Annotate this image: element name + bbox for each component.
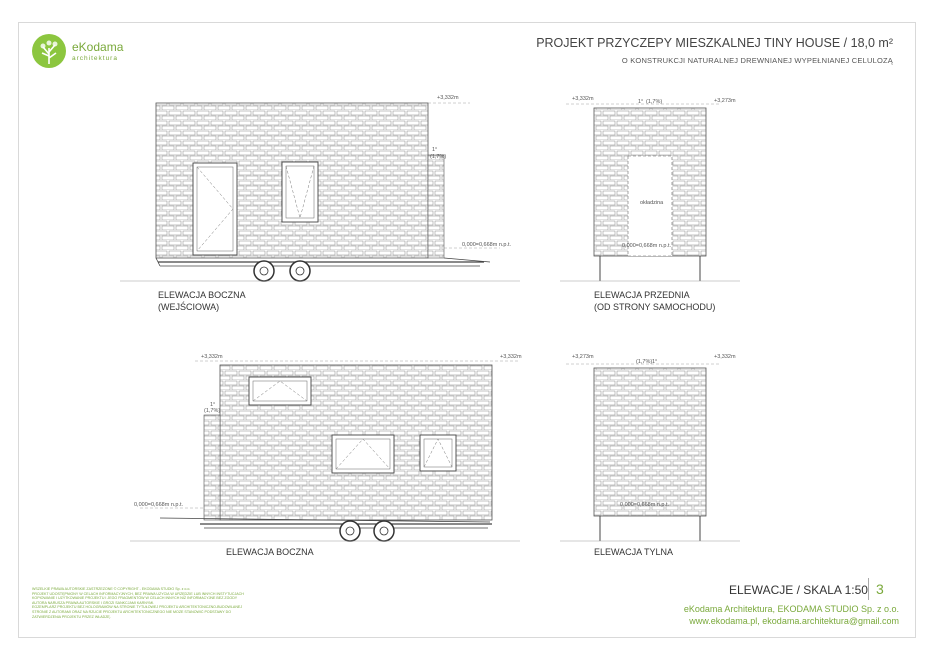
project-subtitle: O KONSTRUKCJI NATURALNEJ DREWNIANEJ WYPEŁNIANEJ CELULOZĄ	[621, 56, 893, 65]
height-label: +3,332m	[437, 95, 459, 101]
caption-side	[226, 546, 314, 558]
hitch-cover-area	[628, 156, 672, 256]
company-name: eKodama Architektura, EKODAMA STUDIO Sp. z o.o.	[683, 604, 899, 614]
legal-line: ZATWIERDZENIA PROJEKTU PRZEZ WŁADZĘ.	[32, 614, 111, 619]
elevation-side	[130, 354, 522, 541]
copyright-notice	[32, 587, 332, 619]
legal-line: EGZEMPLARZ PROJEKTU BEZ HOLOGRAMÓW NA STRONIE TYTUŁOWEJ PROJEKTU ARCHITEKTONICZNO-BUDOWLANEJ	[32, 605, 243, 610]
cladding-label: okładzina	[640, 200, 664, 206]
contact-info: www.ekodama.pl, ekodama.architektura@gmail.com	[689, 616, 899, 626]
logo-name: eKodama	[72, 40, 124, 54]
height-label: +3,273m	[714, 98, 736, 104]
sheet-divider	[868, 578, 869, 600]
height-label: +3,332m	[714, 354, 736, 360]
caption-line: (WEJŚCIOWA)	[158, 302, 220, 312]
sheet-number: 3	[876, 581, 884, 597]
slope-label: 1°	[638, 99, 644, 105]
height-label: +3,332m	[201, 354, 223, 360]
logo-subtitle: architektura	[72, 55, 118, 62]
legal-line: KOPIOWANIE I UŻYTKOWANIE PROJEKTU I JEGO FRAGMENTÓW W CELACH INNYCH NIŻ INFORMACYJNE BEZ ZGODY	[32, 596, 238, 601]
caption-line: ELEWACJA BOCZNA	[158, 290, 246, 300]
caption-side-entrance	[158, 289, 246, 313]
caption-rear	[594, 546, 673, 558]
caption-front	[594, 289, 715, 313]
slope-percent-label: (1,7%)	[430, 154, 447, 160]
base-level-label: 0,000=0,668m n.p.t.	[622, 243, 672, 249]
elevation-side-entrance	[120, 95, 520, 281]
slope-label: 1°	[210, 402, 216, 408]
small-window	[420, 435, 456, 471]
caption-line: ELEWACJA PRZEDNIA	[594, 290, 690, 300]
base-level-label: 0,000=0,668m n.p.t.	[462, 242, 512, 248]
project-title: PROJEKT PRZYCZEPY MIESZKALNEJ TINY HOUSE / 18,0 m²	[536, 36, 893, 50]
slope-label: 1°	[432, 147, 438, 153]
legal-line: AUTORA NARUSZA PRAWA AUTORSKIE I GROZI SANKCJAMI KARNYMI.	[32, 600, 155, 605]
legal-line: STRONIE Z AUTORAMI ORAZ NA RZUCIE PROJEKTU ARCHITEKTONICZNEGO NIE MOŻE STANOWIĆ PODSTAWY DO	[32, 609, 232, 614]
sheet-title: ELEWACJE / SKALA 1:50	[729, 583, 868, 597]
base-level-label: 0,000=0,668m n.p.t.	[620, 502, 670, 508]
caption-line: ELEWACJA BOCZNA	[226, 547, 314, 557]
height-label: +3,332m	[500, 354, 522, 360]
slope-percent-label: (1,7%)	[636, 359, 653, 365]
slope-label: 1°	[652, 359, 658, 365]
slope-percent-label: (1,7%)	[646, 99, 663, 105]
legal-line: PROJEKT UDOSTĘPNIONY W CELACH INFORMACYJNYCH, BEZ PRAWA UŻYCIA W URZĘDZIE LUB INNYCH INSTYTUCJACH	[32, 591, 244, 596]
caption-line: ELEWACJA TYLNA	[594, 547, 674, 557]
elevation-front	[560, 96, 740, 281]
caption-line: (OD STRONY SAMOCHODU)	[594, 302, 716, 312]
entrance-door	[193, 163, 237, 255]
slope-percent-label: (1,7%)	[204, 408, 221, 414]
base-level-label: 0,000=0,668m n.p.t.	[134, 502, 184, 508]
wide-window	[332, 435, 394, 473]
legal-line: WSZELKIE PRAWA AUTORSKIE ZASTRZEŻONE © COPYRIGHT - EKODAMA STUDIO Sp. z o.o.	[32, 587, 191, 591]
height-label: +3,332m	[572, 96, 594, 102]
height-label: +3,273m	[572, 354, 594, 360]
elevation-rear	[560, 354, 740, 541]
